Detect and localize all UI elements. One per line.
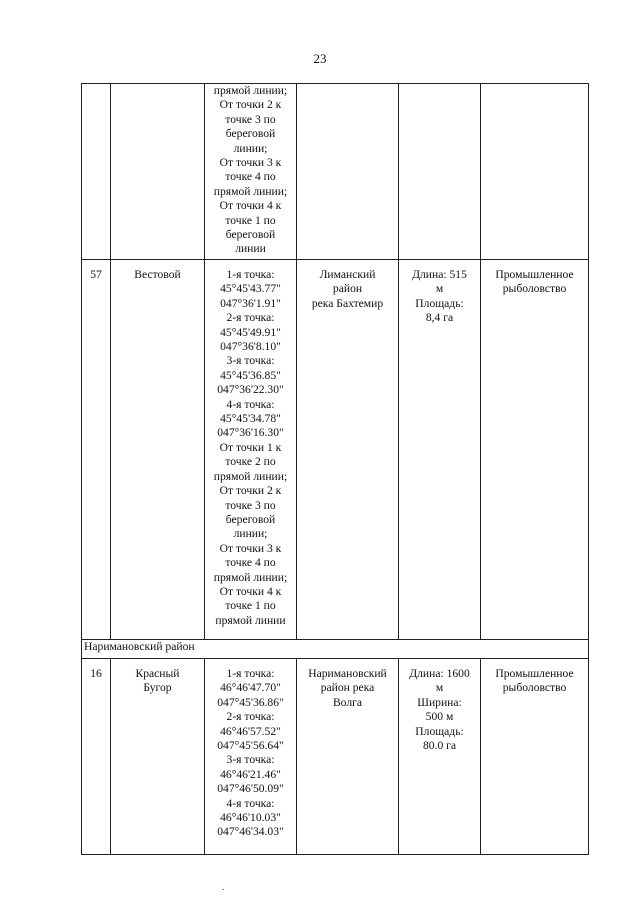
cell-line: 500 м <box>425 710 454 724</box>
cell-line: 46°46'47.70" <box>220 681 281 695</box>
cell-line: район река <box>320 681 375 695</box>
cell-line: береговой <box>225 127 276 141</box>
name-cell <box>111 659 205 855</box>
cell-line: От точки 3 к <box>219 541 282 555</box>
cell-line: От точки 4 к <box>219 584 282 598</box>
cell-line: точке 1 по <box>225 599 276 613</box>
cell-line: рыболовство <box>502 282 567 296</box>
cell-line: 8,4 га <box>425 311 454 325</box>
cell-line: 4-я точка: <box>226 796 275 810</box>
cell-line: 46°46'10.03" <box>220 811 281 825</box>
cell-line: 1-я точка: <box>226 268 275 281</box>
cell-line: Промышленное <box>495 667 574 680</box>
cell-line: береговой <box>225 228 276 242</box>
cell-line: Длина: 1600 <box>409 667 470 680</box>
cell-line: Красный <box>135 667 180 680</box>
number-cell <box>82 84 111 260</box>
cell-line: 3-я точка: <box>226 753 275 767</box>
location-cell <box>297 84 399 260</box>
cell-line: 3-я точка: <box>226 354 275 368</box>
cell-line: Волга <box>332 695 363 709</box>
cell-line: 047°46'50.09" <box>217 782 284 796</box>
cell-line: район <box>332 282 363 296</box>
cell-line: Площадь: <box>415 296 464 310</box>
location-cell <box>297 659 399 855</box>
cell-line: береговой <box>225 512 276 526</box>
cell-line: точке 3 по <box>225 112 276 126</box>
cell-line: От точки 2 к <box>219 98 282 112</box>
section-row <box>82 640 589 659</box>
fishing-areas-table <box>81 83 589 855</box>
cell-line: 45°45'43.77" <box>220 282 281 296</box>
continuation-row <box>82 84 589 260</box>
cell-line: точке 2 по <box>225 455 276 469</box>
coords-cell <box>205 260 297 640</box>
row-number: 57 <box>90 268 102 281</box>
cell-line: Наримановский <box>308 667 387 680</box>
cell-line: 047°36'8.10" <box>220 340 281 354</box>
cell-line: река Бахтемир <box>311 296 384 310</box>
cell-line: Площадь: <box>415 724 464 738</box>
size-cell <box>399 659 481 855</box>
table-row-57 <box>82 260 589 640</box>
cell-line: 2-я точка: <box>226 311 275 325</box>
cell-line: 80.0 га <box>422 739 457 753</box>
cell-line: 45°45'36.85" <box>220 368 281 382</box>
number-cell <box>82 659 111 855</box>
cell-line: прямой линии; <box>213 184 288 198</box>
name-cell <box>111 84 205 260</box>
table-row-16 <box>82 659 589 855</box>
cell-line: Вестовой <box>134 268 181 281</box>
cell-line: 047°36'22.30" <box>217 383 284 397</box>
cell-line: Лиманский <box>319 268 376 281</box>
coords-cell <box>205 659 297 855</box>
cell-line: 4-я точка: <box>226 397 275 411</box>
purpose-cell <box>481 84 589 260</box>
cell-line: От точки 3 к <box>219 156 282 170</box>
page-number: 23 <box>313 51 327 66</box>
cell-line: точке 4 по <box>225 556 276 570</box>
purpose-cell <box>481 260 589 640</box>
cell-line: 45°45'34.78" <box>220 412 281 426</box>
name-cell <box>111 260 205 640</box>
cell-line: 047°45'36.86" <box>217 695 284 709</box>
cell-line: м <box>435 282 444 296</box>
cell-line: линии <box>235 242 266 256</box>
row-number: 16 <box>90 667 102 680</box>
cell-line: рыболовство <box>502 681 567 695</box>
cell-line: 047°46'34.03" <box>217 825 284 839</box>
cell-line: 1-я точка: <box>226 667 275 680</box>
cell-line: линии; <box>233 141 268 155</box>
cell-line: 45°45'49.91" <box>220 325 281 339</box>
size-cell <box>399 84 481 260</box>
cell-line: 46°46'57.52" <box>220 724 281 738</box>
purpose-cell <box>481 659 589 855</box>
cell-line: точке 3 по <box>225 498 276 512</box>
cell-line: прямой линии; <box>213 570 288 584</box>
size-cell <box>399 260 481 640</box>
cell-line: От точки 4 к <box>219 199 282 213</box>
cell-line: линии; <box>233 527 268 541</box>
cell-line: Длина: 515 <box>412 268 467 281</box>
cell-line: прямой линии; <box>213 469 288 483</box>
cell-line: точке 4 по <box>225 170 276 184</box>
cell-line: точке 1 по <box>225 213 276 227</box>
section-title: Наримановский район <box>82 640 589 659</box>
cell-line: От точки 2 к <box>219 484 282 498</box>
coords-cell <box>205 84 297 260</box>
cell-line: м <box>435 681 444 695</box>
cell-line: 047°45'56.64" <box>217 739 284 753</box>
cell-line: 047°36'16.30" <box>217 426 284 440</box>
cell-line: прямой линии; <box>213 84 288 97</box>
cell-line: 047°36'1.91" <box>220 296 281 310</box>
location-cell <box>297 260 399 640</box>
number-cell <box>82 260 111 640</box>
cell-line: От точки 1 к <box>219 440 282 454</box>
scan-speck <box>222 889 224 890</box>
cell-line: 46°46'21.46" <box>220 767 281 781</box>
cell-line: прямой линии <box>215 613 286 627</box>
cell-line: Промышленное <box>495 268 574 281</box>
cell-line: 2-я точка: <box>226 710 275 724</box>
cell-line: Бугор <box>143 681 172 695</box>
cell-line: Ширина: <box>417 695 462 709</box>
